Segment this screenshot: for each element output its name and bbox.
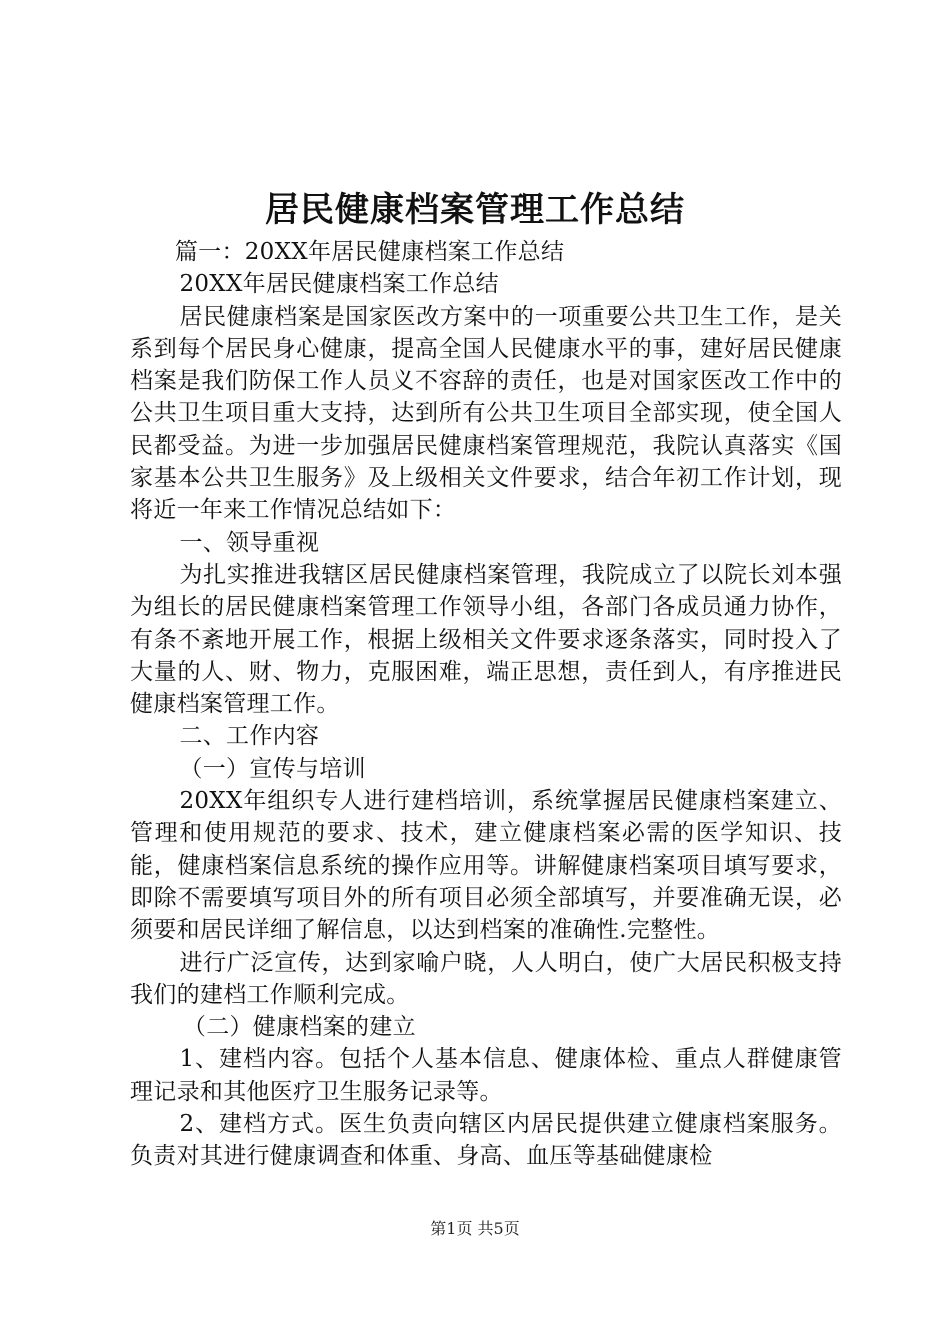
leadership-paragraph: 为扎实推进我辖区居民健康档案管理，我院成立了以院长刘本强为组长的居民健康档案管理工作领导小组，各部门各成员通力协作，有条不紊地开展工作，根据上级相关文件要求逐条落实，同时投入了大量的人、财、物力，克服困难，端正思想，责任到人，有序推进民健康档案管理工作。 bbox=[130, 561, 842, 718]
page-number-footer: 第1页 共5页 bbox=[430, 1219, 520, 1238]
document-title: 居民健康档案管理工作总结 bbox=[265, 190, 685, 230]
heading-leadership: 一、领导重视 bbox=[179, 529, 320, 556]
section-heading-part-one: 篇一：20XX年居民健康档案工作总结 bbox=[174, 239, 565, 265]
record-method-paragraph: 2、建档方式。医生负责向辖区内居民提供建立健康档案服务。负责对其进行健康调查和体重、身高、血压等基础健康检 bbox=[130, 1111, 842, 1170]
heading-publicity-training: （一）宣传与培训 bbox=[179, 755, 366, 782]
training-paragraph: 20XX年组织专人进行建档培训，系统掌握居民健康档案建立、管理和使用规范的要求、技术，建立健康档案必需的医学知识、技能，健康档案信息系统的操作应用等。讲解健康档案项目填写要求，即除不需要填写项目外的所有项目必须全部填写，并要准确无误，必须要和居民详细了解信息，以达到档案的准确性.完整性。 bbox=[130, 788, 842, 944]
document-body bbox=[130, 236, 842, 1173]
intro-paragraph: 居民健康档案是国家医改方案中的一项重要公共卫生工作，是关系到每个居民身心健康，提高全国人民健康水平的事，建好居民健康档案是我们防保工作人员义不容辞的责任，也是对国家医改工作中的公共卫生项目重大支持，达到所有公共卫生项目全部实现，使全国人民都受益。为进一步加强居民健康档案管理规范，我院认真落实《国家基本公共卫生服务》及上级相关文件要求，结合年初工作计划，现将近一年来工作情况总结如下： bbox=[130, 303, 842, 524]
subtitle: 20XX年居民健康档案工作总结 bbox=[179, 271, 499, 298]
publicity-paragraph: 进行广泛宣传，达到家喻户晓，人人明白，使广大居民积极支持我们的建档工作顺利完成。 bbox=[130, 949, 842, 1008]
record-content-paragraph: 1、建档内容。包括个人基本信息、健康体检、重点人群健康管理记录和其他医疗卫生服务记录等。 bbox=[130, 1046, 842, 1105]
heading-work-content: 二、工作内容 bbox=[179, 723, 320, 750]
heading-record-establishment: （二）健康档案的建立 bbox=[182, 1014, 416, 1041]
